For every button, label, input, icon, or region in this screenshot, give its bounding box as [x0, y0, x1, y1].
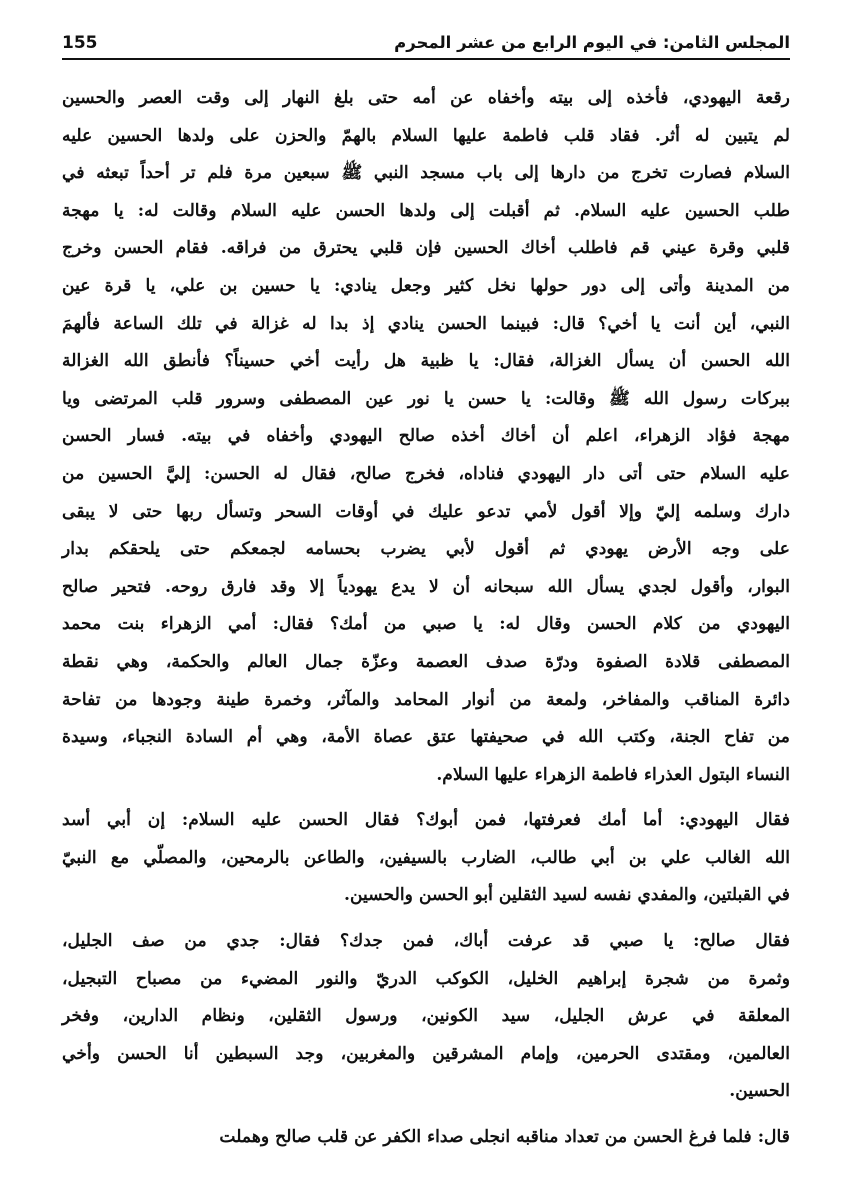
- text-line: من المدينة وأتى إلى دور حولها نخل كثير وجعل ينادي: يا حسين بن علي، يا قرة عين: [62, 275, 790, 296]
- paragraph: [62, 80, 790, 794]
- text-line: اليهودي من كلام الحسن وقال له: يا صبي من أمك؟ فقال: أمي الزهراء بنت محمد: [62, 614, 790, 635]
- text-line: رقعة اليهودي، فأخذه إلى بيته وأخفاه عن أمه حتى بلغ النهار إلى وقت العصر والحسين: [62, 88, 790, 108]
- text-line: في القبلتين، والمفدي نفسه لسيد الثقلين أبو الحسن والحسين.: [343, 885, 790, 906]
- text-line: ببركات رسول الله ﷺ وقالت: يا حسن يا نور عين المصطفى وسرور قلب المرتضى ويا: [62, 388, 790, 409]
- page-number: 155: [62, 33, 98, 53]
- page-header: [62, 30, 790, 60]
- text-line: دارك وسلمه إليّ وإلا أقول لأمي تدعو عليك في أوقات السحر وتسأل ربها حتى لا يبقى: [62, 501, 790, 522]
- text-line: النبي، أين أنت يا أخي؟ قال: فبينما الحسن ينادي إذ بدا له غزالة في تلك الساعة فألهمَ: [62, 313, 790, 334]
- paragraph: [62, 923, 790, 1111]
- paragraph: [62, 802, 790, 915]
- paragraph-gap: [62, 794, 790, 802]
- text-line: السلام فصارت تخرج من دارها إلى باب مسجد النبي ﷺ سبعين مرة فلم تر أحداً تبعثه في: [62, 163, 790, 184]
- text-line: النساء البتول العذراء فاطمة الزهراء عليها السلام.: [436, 764, 790, 785]
- body-text: [62, 80, 790, 1157]
- text-line: طلب الحسين عليه السلام. ثم أقبلت إلى ولدها الحسن عليه السلام وقالت له: يا مهجة: [62, 200, 790, 221]
- text-line: فقال اليهودي: أما أمك فعرفتها، فمن أبوك؟ فقال الحسن عليه السلام: إن أبي أسد: [62, 810, 790, 831]
- text-line: دائرة المناقب والمفاخر، ولمعة من أنوار المحامد والمآثر، وخمرة طينة وجودها من تفاحة: [62, 689, 790, 710]
- text-line: عليه السلام حتى أتى دار اليهودي فناداه، فخرج صالح، فقال له الحسن: إليَّ الحسين من: [62, 463, 790, 484]
- text-line: مهجة فؤاد الزهراء، اعلم أن أخاك أخذه صالح اليهودي وأخفاه في بيته. فسار الحسن: [62, 426, 790, 447]
- text-line: قال: فلما فرغ الحسن من تعداد مناقبه انجلى صداء الكفر عن قلب صالح وهملت: [219, 1127, 790, 1148]
- chapter-title: المجلس الثامن: في اليوم الرابع من عشر المحرم: [394, 33, 790, 52]
- text-line: الحسين.: [729, 1081, 790, 1102]
- text-line: المصطفى قلادة الصفوة ودرّة صدف العصمة وعزّة جمال العالم والحكمة، وهي نقطة: [62, 651, 790, 672]
- text-line: الله الغالب علي بن أبي طالب، الضارب بالسيفين، والطاعن بالرمحين، والمصلّي مع النبيّ: [62, 847, 790, 868]
- text-line: المعلقة في عرش الجليل، سيد الكونين، ورسول الثقلين، ونظام الدارين، وفخر: [62, 1006, 790, 1027]
- text-line: قلبي وقرة عيني قم فاطلب أخاك الحسين فإن قلبي يحترق من فراقه. فقام الحسن وخرج: [62, 238, 790, 259]
- paragraph-gap: [62, 1111, 790, 1119]
- text-line: على وجه الأرض يهودي ثم أقول لأبي يضرب بحسامه لجمعكم حتى يلحقكم بدار: [62, 539, 790, 560]
- paragraph: [62, 1119, 790, 1157]
- text-line: العالمين، ومقتدى الحرمين، وإمام المشرقين والمغربين، وجد السبطين أنا الحسن وأخي: [62, 1043, 790, 1064]
- text-line: من تفاح الجنة، وكتب الله في صحيفتها عتق عصاة الأمة، وهي أم السادة النجباء، وسيدة: [62, 727, 790, 748]
- text-line: البوار، وأقول لجدي يسأل الله سبحانه أن لا يدع يهودياً إلا وقد فارق روحه. فتحير صالح: [62, 576, 790, 597]
- text-line: فقال صالح: يا صبي قد عرفت أباك، فمن جدك؟ فقال: جدي من صف الجليل،: [62, 931, 790, 952]
- text-line: لم يتبين له أثر. فقاد قلب فاطمة عليها السلام بالهمّ والحزن على ولدها الحسين عليه: [62, 125, 790, 146]
- text-line: وثمرة من شجرة إبراهيم الخليل، الكوكب الدريّ والنور المضيء من مصباح التبجيل،: [62, 968, 790, 989]
- text-line: الله الحسن أن يسأل الغزالة، فقال: يا ظبية هل رأيت أخي حسيناً؟ فأنطق الله الغزالة: [62, 351, 790, 372]
- paragraph-gap: [62, 915, 790, 923]
